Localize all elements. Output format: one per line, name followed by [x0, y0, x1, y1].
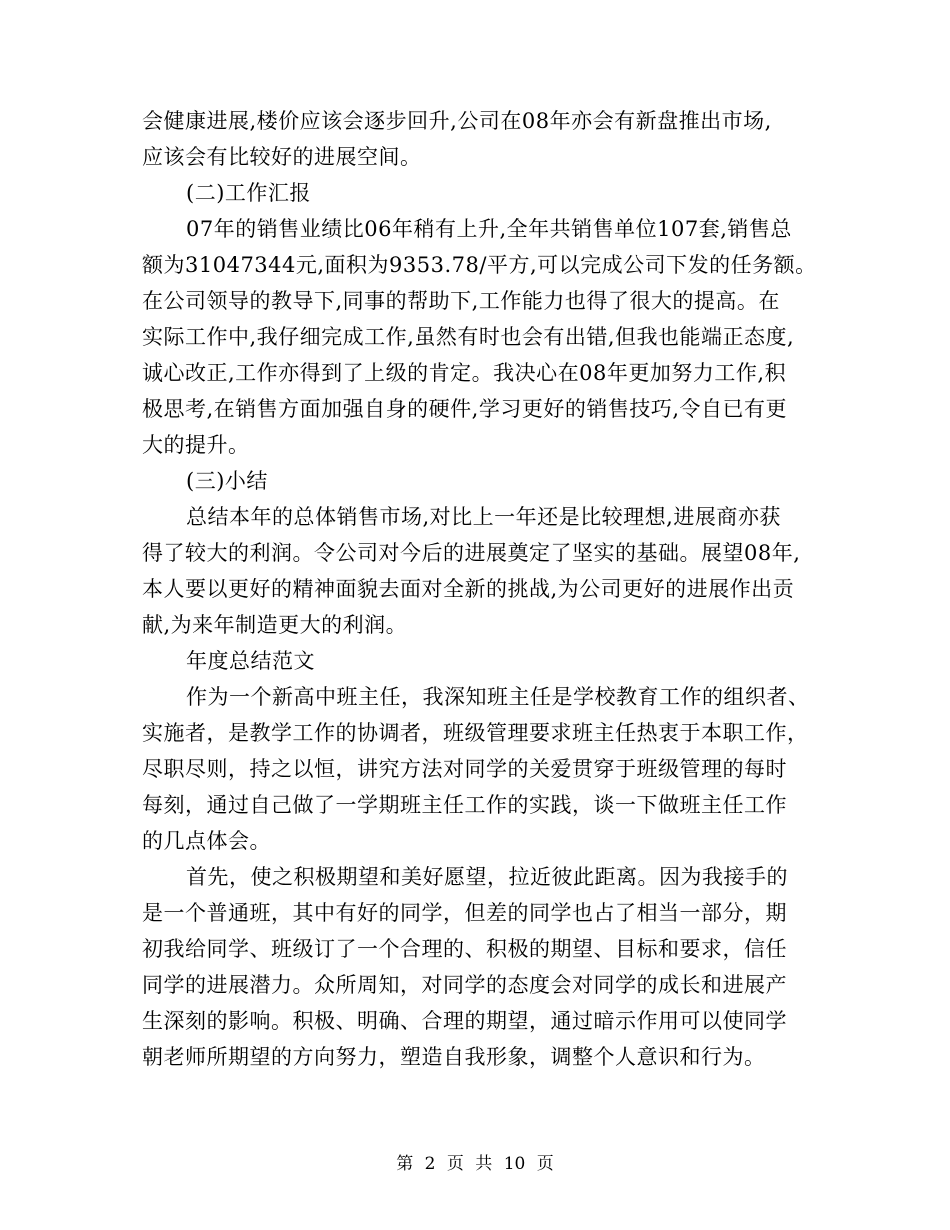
text-line: 的几点体会。 [142, 829, 271, 853]
section-heading-annual-summary: 年度总结范文 [186, 649, 315, 673]
text-line: 同学的进展潜力。众所周知，对同学的态度会对同学的成长和进展产 [142, 973, 787, 997]
section-heading-work-report: (二)工作汇报 [186, 181, 311, 205]
text-line: 大的提升。 [142, 433, 250, 457]
text-line: 首先，使之积极期望和美好愿望，拉近彼此距离。因为我接手的 [186, 865, 788, 889]
text-line: 生深刻的影响。积极、明确、合理的期望，通过暗示作用可以使同学 [142, 1009, 787, 1033]
text-line: 实际工作中,我仔细完成工作,虽然有时也会有出错,但我也能端正态度, [142, 325, 795, 349]
text-line: 初我给同学、班级订了一个合理的、积极的期望、目标和要求，信任 [142, 937, 787, 961]
text-line: 应该会有比较好的进展空间。 [142, 145, 422, 169]
text-line: 献,为来年制造更大的利润。 [142, 613, 408, 637]
text-line: 本人要以更好的精神面貌去面对全新的挑战,为公司更好的进展作出贡 [142, 577, 795, 601]
text-line: 在公司领导的教导下,同事的帮助下,工作能力也得了很大的提高。在 [142, 289, 780, 313]
text-line: 每刻，通过自己做了一学期班主任工作的实践，谈一下做班主任工作 [142, 793, 787, 817]
page-number-footer: 第 2 页 共 10 页 [396, 1154, 554, 1174]
text-line: 朝老师所期望的方向努力，塑造自我形象，调整个人意识和行为。 [142, 1045, 766, 1069]
text-line: 尽职尽则，持之以恒，讲究方法对同学的关爱贯穿于班级管理的每时 [142, 757, 787, 781]
text-line: 总结本年的总体销售市场,对比上一年还是比较理想,进展商亦获 [186, 505, 781, 529]
text-line: 会健康进展,楼价应该会逐步回升,公司在08年亦会有新盘推出市场, [142, 109, 772, 133]
text-line: 实施者，是教学工作的协调者，班级管理要求班主任热衷于本职工作， [142, 721, 809, 745]
text-line: 作为一个新高中班主任，我深知班主任是学校教育工作的组织者、 [186, 685, 810, 709]
text-line: 07年的销售业绩比06年稍有上升,全年共销售单位107套,销售总 [186, 217, 792, 241]
text-line: 是一个普通班，其中有好的同学，但差的同学也占了相当一部分，期 [142, 901, 787, 925]
text-line: 诚心改正,工作亦得到了上级的肯定。我决心在08年更加努力工作,积 [142, 361, 787, 385]
text-line: 极思考,在销售方面加强自身的硬件,学习更好的销售技巧,令自已有更 [142, 397, 788, 421]
text-line: 额为31047344元,面积为9353.78/平方,可以完成公司下发的任务额。 [142, 253, 817, 277]
document-body [142, 103, 822, 1075]
section-heading-summary: (三)小结 [186, 469, 268, 493]
text-line: 得了较大的利润。令公司对今后的进展奠定了坚实的基础。展望08年, [142, 541, 801, 565]
